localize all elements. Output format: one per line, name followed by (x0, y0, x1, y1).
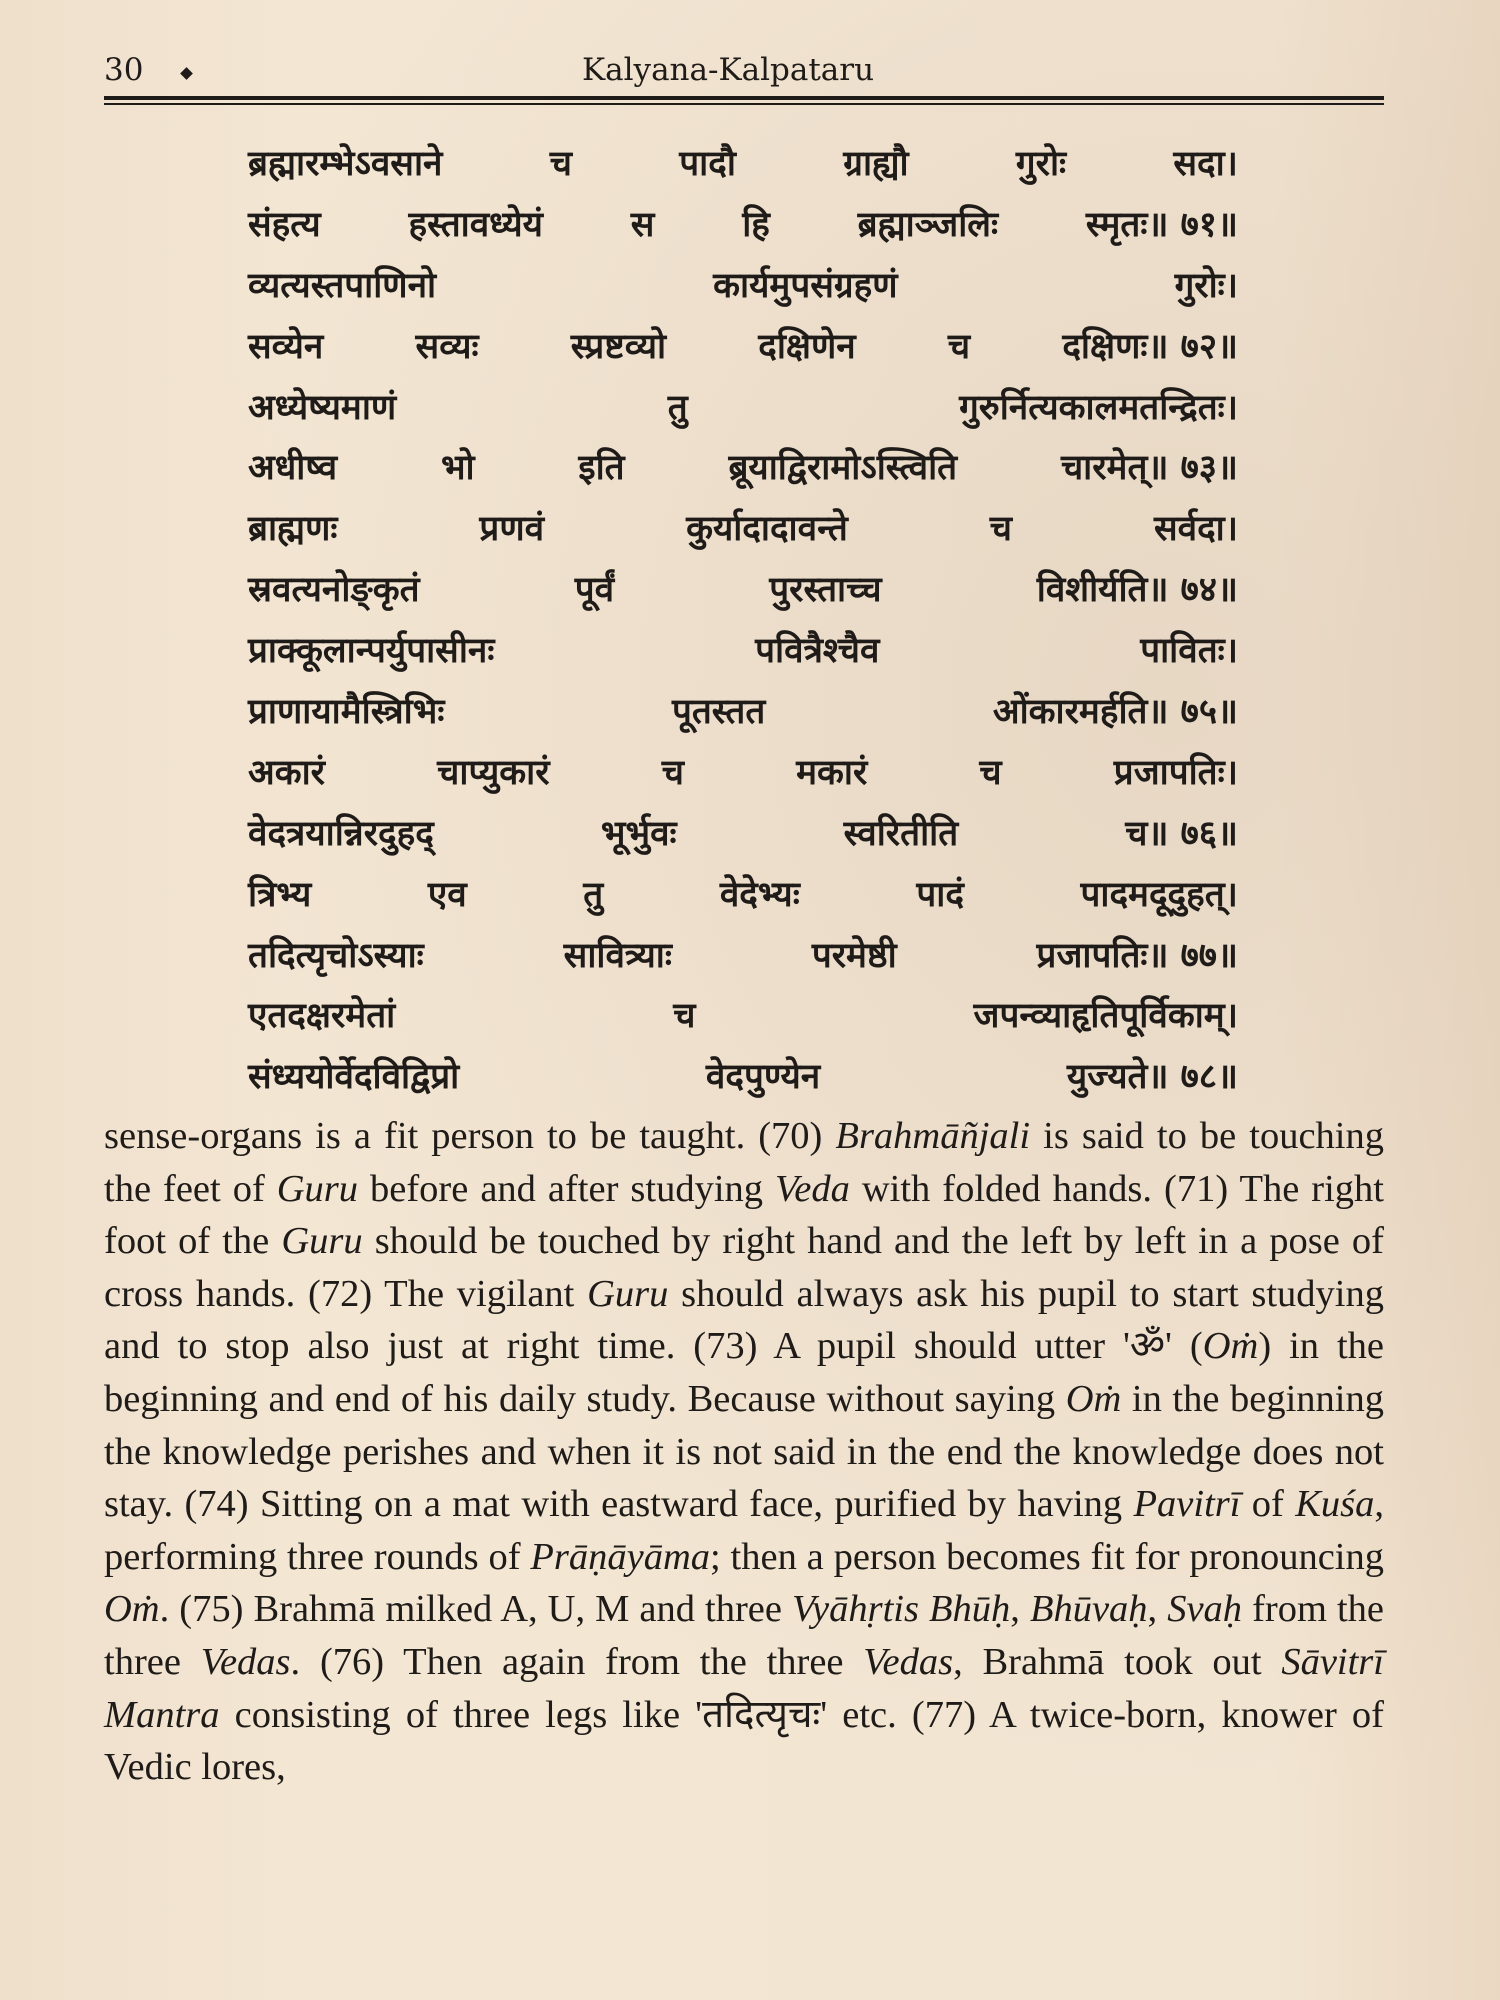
verse-line (248, 499, 1238, 560)
verse-word: तदित्यृचोऽस्याः (248, 935, 424, 976)
verse-word: चारमेत्॥ ७३॥ (1060, 448, 1238, 489)
verse-line (248, 621, 1238, 682)
translation-text: , performing three rounds of (104, 1483, 1384, 1578)
verse-word: कुर्यादादावन्ते (686, 509, 848, 550)
translation-text: consisting of three legs like ' (219, 1693, 703, 1736)
translation-text: तदित्यृचः (702, 1693, 821, 1736)
italic-term: Vedas (863, 1640, 954, 1683)
verse-word: च (549, 144, 572, 184)
verse-word: वेदपुण्येन (705, 1057, 821, 1098)
verse-word: ब्राह्मणः (248, 509, 338, 550)
verse-word: च (989, 509, 1012, 550)
verse-word: च॥ ७६॥ (1125, 813, 1238, 854)
running-title: Kalyana-Kalpataru (582, 52, 875, 88)
translation-text: . (76) Then again from the three (290, 1640, 864, 1683)
translation-text: in the beginning the knowledge perishes and when it is not said in the end the knowledge does not stay. (74) Sitting on a mat with eastward face, purified by having (104, 1377, 1384, 1526)
verse-word: पूर्वं (574, 570, 615, 611)
verse-line (248, 134, 1238, 195)
verse-word: मकारं (796, 752, 868, 793)
sanskrit-verse-block (248, 134, 1238, 1098)
verse-word: परमेष्ठी (811, 935, 897, 976)
verse-line (248, 560, 1238, 621)
italic-term: Guru (276, 1167, 359, 1210)
translation-text: , (1147, 1588, 1168, 1631)
verse-line (248, 256, 1238, 317)
verse-word: सदा। (1173, 144, 1238, 184)
italic-term: Veda (775, 1167, 850, 1210)
italic-term: Vyāhṛtis Bhūḥ (792, 1588, 1011, 1631)
verse-word: भूर्भुवः (600, 813, 677, 854)
verse-line (248, 865, 1238, 926)
verse-word: पवित्रैश्चैव (755, 631, 880, 672)
verse-word: स्रवत्यनोङ्कृतं (248, 570, 420, 611)
verse-word: भो (440, 448, 475, 489)
verse-word: दक्षिणेन (758, 326, 856, 367)
verse-line (248, 986, 1238, 1047)
verse-word: गुरुर्नित्यकालमतन्द्रितः। (959, 387, 1238, 428)
verse-line (248, 378, 1238, 439)
verse-word: अकारं (248, 752, 326, 793)
verse-word: कार्यमुपसंग्रहणं (713, 265, 898, 306)
translation-text: sense-organs is a fit person to be taught. (70) (104, 1115, 836, 1157)
verse-word: ओंकारमर्हति॥ ७५॥ (992, 692, 1238, 733)
verse-word: हस्तावध्येयं (408, 204, 543, 245)
verse-word: पादौ (679, 144, 736, 184)
verse-word: हि (742, 204, 770, 245)
verse-line (248, 743, 1238, 804)
italic-term: Oṁ (1065, 1377, 1122, 1420)
verse-word: सव्यः (415, 326, 479, 367)
translation-paragraph (104, 1110, 1384, 1794)
english-translation (104, 1110, 1384, 1960)
verse-word: व्यत्यस्तपाणिनो (248, 265, 437, 306)
verse-line (248, 195, 1238, 256)
italic-term: Brahmāñjali (835, 1115, 1031, 1157)
translation-text: with folded hands. (71) The right foot of the (104, 1167, 1384, 1263)
translation-text: ' etc. (77) A twice-born, knower of Vedic lores, (104, 1693, 1384, 1789)
verse-word: त्रिभ्य (248, 874, 312, 915)
verse-word: इति (578, 448, 625, 489)
translation-text: , (1010, 1588, 1030, 1631)
verse-word: स्प्रष्टव्यो (570, 326, 667, 367)
verse-word: ब्रह्मारम्भेऽवसाने (248, 144, 443, 184)
verse-word: एव (427, 874, 467, 915)
translation-text: ) in the beginning and end of his daily study. Because without saying (104, 1325, 1384, 1420)
verse-word: तु (583, 874, 604, 915)
translation-text: before and after studying (358, 1167, 775, 1210)
verse-word: पुरस्ताच्च (769, 570, 882, 611)
verse-word: पादमदूदुहत्। (1080, 874, 1238, 915)
verse-word: ग्राह्यौ (843, 144, 909, 184)
translation-text: . (75) Brahmā milked A, U, M and three (159, 1588, 793, 1631)
verse-word: वेदत्रयान्निरदुहद् (248, 813, 434, 854)
translation-text: from the three (104, 1588, 1385, 1683)
header-rule-thin (104, 103, 1384, 105)
verse-word: अध्येष्यमाणं (248, 387, 397, 428)
verse-word: च (947, 326, 971, 367)
italic-term: Vedas (200, 1640, 291, 1683)
verse-line (248, 317, 1238, 378)
verse-word: संध्ययोर्वेदविद्विप्रो (248, 1057, 460, 1098)
verse-word: पावितः। (1140, 631, 1238, 672)
italic-term: Kuśa (1295, 1483, 1375, 1526)
verse-word: स (630, 204, 655, 245)
verse-word: पूतस्तत (671, 692, 766, 733)
verse-word: दक्षिणः॥ ७२॥ (1062, 326, 1238, 367)
verse-word: विशीर्यति॥ ७४॥ (1036, 570, 1238, 611)
italic-term: Pavitrī (1133, 1483, 1241, 1526)
verse-word: स्वरितीति (843, 813, 959, 854)
verse-word: गुरोः। (1174, 265, 1238, 306)
verse-word: ब्रूयाद्विरामोऽस्त्विति (728, 448, 958, 489)
verse-line (248, 804, 1238, 865)
verse-word: गुरोः (1015, 144, 1067, 184)
verse-word: जपन्व्याहृतिपूर्विकाम्। (973, 996, 1238, 1037)
verse-line (248, 926, 1238, 987)
italic-term: Guru (587, 1272, 669, 1315)
verse-word: अधीष्व (248, 448, 338, 489)
verse-word: ब्रह्माञ्जलिः (857, 204, 999, 245)
page-number: 30 (104, 52, 144, 88)
verse-word: प्रणवं (479, 509, 545, 550)
verse-word: वेदेभ्यः (719, 874, 800, 915)
italic-term: Bhūvaḥ (1029, 1588, 1148, 1631)
translation-text: should be touched by right hand and the left by left in a pose of cross hands. (72) The vigilant (104, 1220, 1384, 1315)
verse-word: च (673, 996, 696, 1037)
italic-term: Svaḥ (1167, 1588, 1243, 1631)
verse-word: च (661, 752, 684, 793)
verse-word: युज्यते॥ ७८॥ (1066, 1057, 1238, 1098)
header-rule-thick (104, 96, 1384, 100)
verse-word: एतदक्षरमेतां (248, 996, 396, 1037)
translation-text: , Brahmā took out (953, 1640, 1282, 1683)
verse-word: प्राणायामैस्त्रिभिः (248, 692, 445, 733)
verse-line (248, 682, 1238, 743)
verse-word: प्रजापतिः। (1113, 752, 1238, 793)
italic-term: Sāvitrī Mantra (104, 1640, 1384, 1736)
translation-text: ; then a person becomes fit for pronouncing (710, 1535, 1384, 1578)
translation-text: should always ask his pupil to start studying and to stop also just at right time. (73) A pupil should utter ' (104, 1272, 1385, 1368)
verse-word: च (979, 752, 1002, 793)
italic-term: Prāṇāyāma (530, 1535, 711, 1578)
verse-word: सव्येन (248, 326, 324, 367)
translation-text: of (1240, 1483, 1296, 1526)
translation-text: is said to be touching the feet of (104, 1115, 1384, 1210)
translation-text: ॐ (1129, 1325, 1166, 1368)
verse-word: सर्वदा। (1153, 509, 1238, 550)
translation-text: ' ( (1165, 1325, 1203, 1368)
verse-word: संहत्य (248, 204, 321, 245)
verse-word: पादं (916, 874, 964, 915)
bullet-icon (180, 67, 193, 80)
verse-line (248, 438, 1238, 499)
verse-line (248, 1047, 1238, 1108)
verse-word: प्रजापतिः॥ ७७॥ (1036, 935, 1238, 976)
italic-term: Oṁ (1202, 1325, 1259, 1368)
verse-word: सावित्र्याः (563, 935, 672, 976)
verse-word: स्मृतः॥ ७१॥ (1085, 204, 1238, 245)
verse-word: तु (667, 387, 688, 428)
verse-word: प्राक्कूलान्पर्युपासीनः (248, 631, 495, 672)
italic-term: Guru (281, 1220, 363, 1263)
verse-word: चाप्युकारं (437, 752, 550, 793)
italic-term: Oṁ (104, 1588, 160, 1631)
